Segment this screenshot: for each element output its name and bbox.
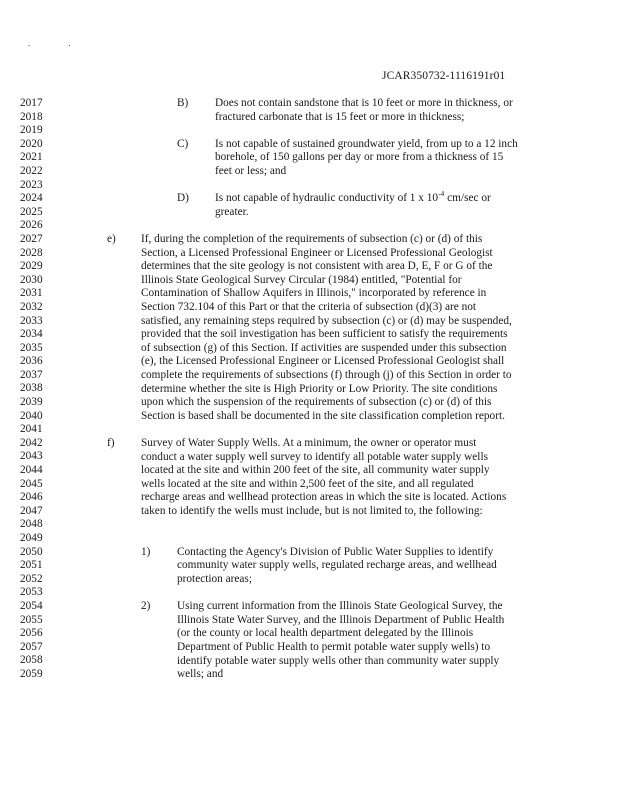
section-e-line: complete the requirements of subsections (f) through (j) of this Section in order to	[141, 369, 512, 381]
section-f-line: conduct a water supply well survey to identify all potable water supply wells	[141, 450, 488, 463]
speck: .	[28, 38, 69, 48]
section-e-line: determines that the site geology is not consistent with area D, E, F or G of the	[141, 260, 493, 273]
line-number: 2054	[20, 599, 43, 612]
section-f-label: f)	[107, 437, 115, 449]
line-number: 2037	[20, 368, 43, 381]
section-f-line: located at the site and within 200 feet of the site, all community water supply	[141, 464, 490, 477]
subitem-2-line: Using current information from the Illinois State Geological Survey, the	[177, 600, 503, 613]
line-number: 2029	[20, 260, 43, 273]
line-number: 2048	[20, 518, 43, 531]
document-id-header: JCAR350732-1116191r01	[382, 70, 506, 82]
line-number: 2021	[20, 151, 43, 164]
line-number: 2041	[20, 423, 43, 436]
line-number: 2050	[20, 545, 43, 558]
subitem-2-label: 2)	[141, 600, 151, 613]
scan-specks	[28, 38, 109, 48]
section-f-line: wells located at the site and within 2,500 feet of the site, and all regulated	[141, 477, 474, 490]
line-number: 2040	[20, 409, 43, 422]
line-number: 2044	[20, 464, 43, 477]
item-c-line-1: Is not capable of sustained groundwater yield, from up to a 12 inch	[215, 137, 518, 150]
item-c-label: C)	[177, 137, 189, 150]
line-number: 2027	[20, 232, 43, 245]
line-number: 2026	[20, 219, 43, 232]
item-d-text: Is not capable of hydraulic conductivity of 1 x 10	[215, 192, 439, 205]
line-number: 2046	[20, 491, 43, 504]
section-f-line: Survey of Water Supply Wells. At a minimum, the owner or operator must	[141, 437, 477, 449]
line-number: 2051	[20, 559, 43, 572]
item-d-line-1	[215, 189, 491, 206]
item-c-line-2: borehole, of 150 gallons per day or more from a thickness of 15	[215, 151, 504, 164]
section-e-line: Illinois State Geological Survey Circular (1984) entitled, "Potential for	[141, 273, 462, 286]
section-e-line: Section 732.104 of this Part or that the criteria of subsection (d)(3) are not	[141, 301, 477, 313]
section-e-line: If, during the completion of the requirements of subsection (c) or (d) of this	[141, 233, 483, 245]
line-number: 2019	[20, 124, 43, 137]
line-number: 2020	[20, 137, 43, 150]
line-number: 2028	[20, 246, 43, 259]
line-number: 2023	[20, 178, 43, 191]
section-e-line: satisfied, any remaining steps required by subsection (c) or (d) may be suspended,	[141, 314, 512, 327]
line-number: 2047	[20, 504, 43, 517]
section-e-line: provided that the soil investigation has been sufficient to satisfy the requirements	[141, 328, 508, 341]
speck: .	[68, 38, 109, 48]
line-number: 2035	[20, 341, 43, 354]
line-number: 2018	[20, 110, 43, 123]
line-number: 2031	[20, 287, 43, 300]
line-number: 2057	[20, 640, 43, 653]
item-b-line-1: Does not contain sandstone that is 10 feet or more in thickness, or	[215, 97, 513, 109]
line-number: 2042	[20, 436, 43, 449]
subitem-2-line: Department of Public Health to permit potable water supply wells) to	[177, 641, 491, 653]
subitem-1-line: Contacting the Agency's Division of Public Water Supplies to identify	[177, 545, 494, 558]
line-number: 2045	[20, 477, 43, 490]
line-number: 2055	[20, 613, 43, 626]
section-e-line: Section is based shall be documented in the site classification completion report.	[141, 409, 505, 422]
subitem-2-line: (or the county or local health department delegated by the Illinois	[177, 627, 474, 640]
item-c-line-3: feet or less; and	[215, 165, 287, 177]
subitem-2-line: identify potable water supply wells other than community water supply	[177, 654, 500, 667]
section-e-line: of subsection (g) of this Section. If activities are suspended under this subsection	[141, 341, 507, 354]
line-number: 2025	[20, 205, 43, 218]
line-number: 2059	[20, 667, 43, 680]
subitem-2-line: wells; and	[177, 668, 224, 681]
item-d-unit: cm/sec or	[444, 192, 491, 205]
item-d-exponent: -4	[438, 189, 445, 199]
section-f-line: recharge areas and wellhead protection areas in which the site is located. Actions	[141, 491, 507, 504]
line-number: 2053	[20, 586, 43, 599]
subitem-1-line: community water supply wells, regulated recharge areas, and wellhead	[177, 559, 497, 572]
line-number-column	[20, 97, 60, 682]
section-e-line: (e), the Licensed Professional Engineer or Licensed Professional Geologist shall	[141, 355, 505, 368]
line-number: 2024	[20, 192, 43, 205]
subitem-2-line: Illinois State Water Survey, and the Illinois Department of Public Health	[177, 613, 505, 626]
line-number: 2038	[20, 382, 43, 395]
section-e-label: e)	[107, 233, 116, 245]
line-number: 2052	[20, 572, 43, 585]
item-d-label: D)	[177, 192, 189, 205]
line-number: 2056	[20, 627, 43, 640]
line-number: 2022	[20, 164, 43, 177]
line-number: 2058	[20, 654, 43, 667]
line-number: 2032	[20, 300, 43, 313]
section-e-line: upon which the suspension of the requirements of subsection (c) or (d) of this	[141, 396, 492, 409]
subitem-1-label: 1)	[141, 545, 151, 558]
section-e-line: Contamination of Shallow Aquifers in Illinois," incorporated by reference in	[141, 287, 487, 300]
line-number: 2036	[20, 355, 43, 368]
line-number: 2017	[20, 97, 43, 109]
line-number: 2033	[20, 314, 43, 327]
line-number: 2049	[20, 532, 43, 544]
item-d-line-2: greater.	[215, 205, 249, 218]
line-number: 2043	[20, 450, 43, 463]
line-number: 2039	[20, 396, 43, 409]
section-e-line: determine whether the site is High Priority or Low Priority. The site conditions	[141, 382, 498, 395]
section-e-line: Section, a Licensed Professional Engineer or Licensed Professional Geologist	[141, 246, 493, 259]
item-b-line-2: fractured carbonate that is 15 feet or more in thickness;	[215, 110, 465, 123]
item-b-label: B)	[177, 97, 189, 109]
line-number: 2030	[20, 273, 43, 286]
section-f-line: taken to identify the wells must include, but is not limited to, the following:	[141, 505, 483, 517]
subitem-1-line: protection areas;	[177, 573, 252, 585]
line-number: 2034	[20, 328, 43, 341]
